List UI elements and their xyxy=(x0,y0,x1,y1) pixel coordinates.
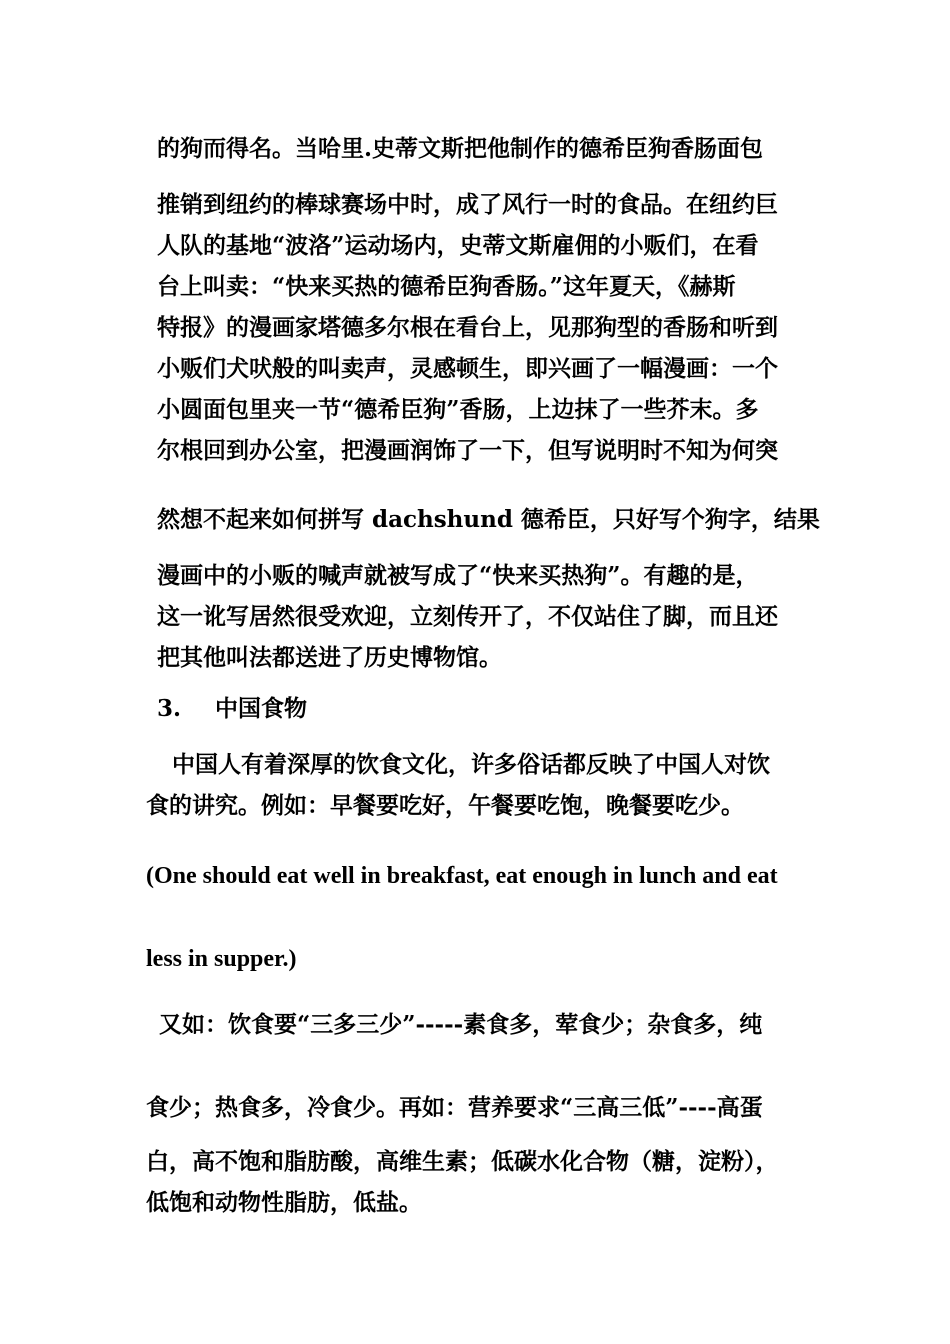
english-translation-line: less in supper.) xyxy=(146,946,297,972)
paragraph-line: 这一讹写居然很受欢迎，立刻传开了，不仅站住了脚，而且还 xyxy=(157,603,778,630)
paragraph-block xyxy=(157,184,778,471)
paragraph-block xyxy=(146,1141,779,1223)
paragraph-line: 推销到纽约的棒球赛场中时，成了风行一时的食品。在纽约巨 xyxy=(157,191,778,218)
paragraph-line: 低饱和动物性脂肪，低盐。 xyxy=(146,1189,422,1216)
section-number: 3. xyxy=(157,695,182,722)
paragraph-line: 把其他叫法都送进了历史博物馆。 xyxy=(157,644,502,671)
paragraph-line: 中国人有着深厚的饮食文化，许多俗话都反映了中国人对饮 xyxy=(172,751,770,778)
paragraph-line: 白，高不饱和脂肪酸，高维生素；低碳水化合物（糖，淀粉）， xyxy=(146,1148,779,1175)
paragraph-line: 然想不起来如何拼写 dachshund 德希臣，只好写个狗字，结果 xyxy=(157,506,820,533)
section-title: 中国食物 xyxy=(215,695,307,722)
paragraph-block xyxy=(146,744,770,826)
paragraph-block xyxy=(157,555,778,678)
paragraph-line: 食少；热食多，冷食少。再如：营养要求“三高三低”----高蛋 xyxy=(146,1094,763,1121)
paragraph-line: 食的讲究。例如：早餐要吃好，午餐要吃饱，晚餐要吃少。 xyxy=(146,792,744,819)
section-heading xyxy=(157,694,307,724)
paragraph-line: 人队的基地“波洛”运动场内，史蒂文斯雇佣的小贩们，在看 xyxy=(157,232,759,259)
paragraph-line: 又如：饮食要“三多三少”-----素食多，荤食少；杂食多，纯 xyxy=(159,1011,763,1038)
paragraph-line: 尔根回到办公室，把漫画润饰了一下，但写说明时不知为何突 xyxy=(157,437,778,464)
paragraph-line: 特报》的漫画家塔德多尔根在看台上，见那狗型的香肠和听到 xyxy=(157,314,778,341)
english-translation-line: (One should eat well in breakfast, eat enough in lunch and eat xyxy=(146,863,778,889)
paragraph-line: 的狗而得名。当哈里.史蒂文斯把他制作的德希臣狗香肠面包 xyxy=(157,135,764,162)
paragraph-line: 小圆面包里夹一节“德希臣狗”香肠，上边抹了一些芥末。多 xyxy=(157,396,759,423)
paragraph-line: 小贩们犬吠般的叫卖声，灵感顿生，即兴画了一幅漫画：一个 xyxy=(157,355,778,382)
paragraph-line: 漫画中的小贩的喊声就被写成了“快来买热狗”。有趣的是， xyxy=(157,562,759,589)
paragraph-line: 台上叫卖：“快来买热的德希臣狗香肠。”这年夏天，《赫斯 xyxy=(157,273,736,300)
